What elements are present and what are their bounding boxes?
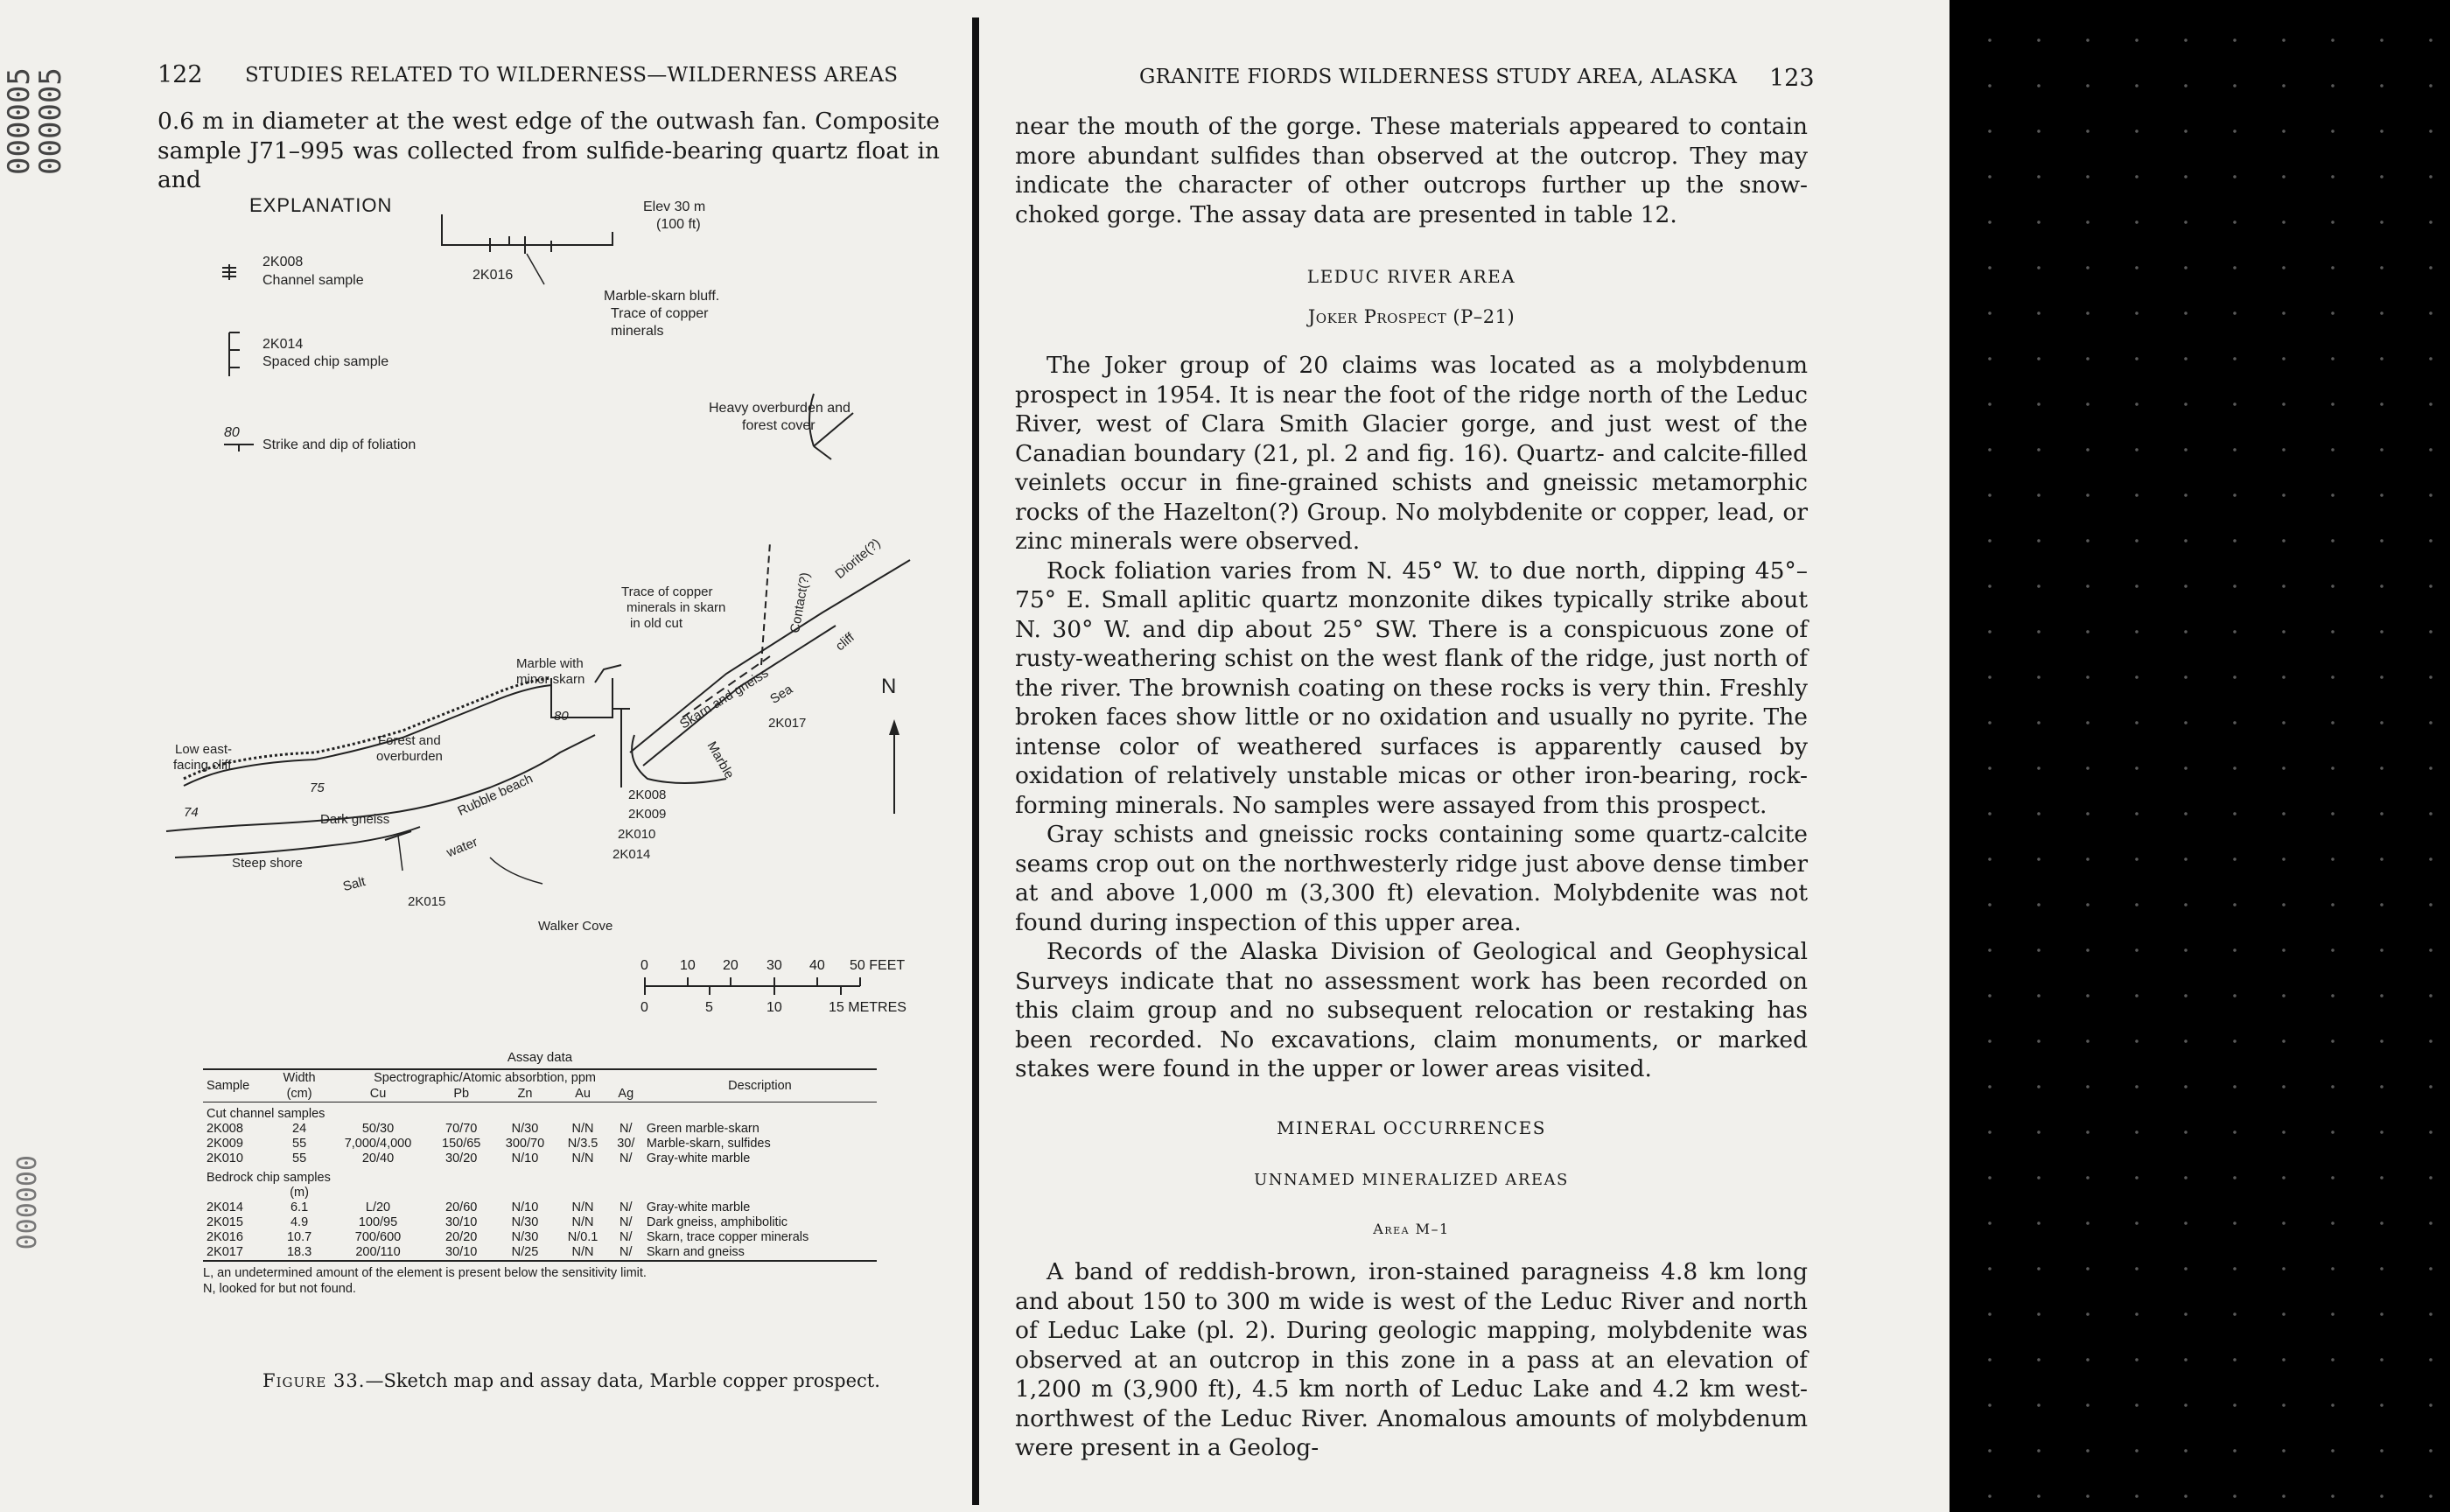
cell-description: Skarn, trace copper minerals [646, 1230, 809, 1244]
scale-m-15: 15 METRES [829, 1000, 906, 1015]
assay-notes [203, 1265, 877, 1297]
map-label-low-east-2: facing cliff [173, 758, 232, 773]
legend-channel-code: 2K008 [262, 255, 304, 270]
assay-width-unit-chip: (m) [290, 1186, 309, 1200]
map-label-dip-80: 80 [554, 709, 569, 724]
assay-note-l: L, an undetermined amount of the element is present below the sensitivity limit. [203, 1266, 647, 1280]
section-head-mineral: MINERAL OCCURRENCES [1277, 1116, 1546, 1138]
scale-m-5: 5 [705, 1000, 713, 1015]
joker-paragraph-4: Records of the Alaska Division of Geological and Geophysical Surveys indicate that no assessment work has been recorded on this claim group and no subsequent relocation or restaking has been recorded. No excavations, claim monuments, or marked stakes were found in the upper or lower areas visited. [1015, 938, 1808, 1082]
cell-cu: 50/30 [361, 1122, 395, 1136]
scale-ft-20: 20 [723, 958, 738, 973]
scale-ft-30: 30 [766, 958, 782, 973]
table-row [203, 1152, 877, 1166]
cell-au: N/3.5 [567, 1137, 598, 1151]
cell-au: N/N [571, 1200, 594, 1214]
cell-sample: 2K016 [206, 1230, 243, 1244]
assay-note-n: N, looked for but not found. [203, 1282, 356, 1296]
cell-ag: N/ [620, 1245, 633, 1259]
cell-sample: 2K008 [206, 1122, 243, 1136]
assay-data [203, 1050, 877, 1297]
dark-background-area [1950, 0, 2450, 1512]
cell-zn: 300/70 [505, 1137, 545, 1151]
cell-ag: N/ [620, 1215, 633, 1229]
cell-au: N/N [571, 1152, 594, 1166]
margin-mark-top: 000005 000005 [2, 67, 68, 175]
cell-description: Dark gneiss, amphibolitic [646, 1215, 788, 1229]
cell-pb: 30/10 [445, 1245, 478, 1259]
legend-chip-label: Spaced chip sample [262, 354, 389, 369]
left-top-paragraph: 0.6 m in diameter at the west edge of the outwash fan. Composite sample J71–995 was collected from sulfide-bearing quartz float in and [158, 108, 940, 193]
scale-ft-50: 50 FEET [850, 958, 906, 973]
assay-table [203, 1068, 877, 1262]
cell-width: 4.9 [290, 1215, 309, 1229]
map-label-2k008: 2K008 [628, 788, 667, 802]
map-label-trace-copper-1: Trace of copper [621, 584, 713, 599]
cell-pb: 20/60 [445, 1200, 478, 1214]
scale-ft-0: 0 [640, 958, 648, 973]
table-row [203, 1230, 877, 1245]
map-label-cliff: cliff [832, 629, 858, 654]
margin-marks [2, 18, 74, 1250]
sketch-map [158, 525, 936, 936]
cell-ag: 30/ [617, 1137, 635, 1151]
cell-cu: 20/40 [361, 1152, 395, 1166]
map-label-marble-minor-2: minor skarn [516, 672, 585, 687]
cell-ag: N/ [620, 1200, 633, 1214]
cell-cu: 100/95 [358, 1215, 398, 1229]
cell-sample: 2K014 [206, 1200, 243, 1214]
cell-width: 18.3 [286, 1245, 312, 1259]
table-row [203, 1200, 877, 1215]
figure-caption [262, 1370, 880, 1391]
assay-header-ag: Ag [618, 1087, 634, 1101]
map-label-dip-74: 74 [184, 805, 199, 820]
legend-foliation-value: 80 [224, 425, 240, 440]
joker-paragraph-3: Gray schists and gneissic rocks containing some quartz-calcite seams crop out on the northwesterly ridge just above dense timber at and above 1,000 m (3,300 ft) elevation. Molybdenite was not found during inspection of this upper area. [1015, 821, 1808, 936]
section-head-area: Area M–1 [1373, 1220, 1450, 1237]
legend-section-code: 2K016 [472, 268, 514, 283]
cell-description: Marble-skarn, sulfides [646, 1137, 771, 1151]
map-label-diorite: Diorite(?) [832, 536, 884, 582]
cell-width: 55 [292, 1152, 307, 1166]
figure-caption-label: Figure 33. [262, 1370, 366, 1391]
legend-bluff-1: Marble-skarn bluff. [604, 289, 720, 304]
legend-channel-label: Channel sample [262, 273, 364, 288]
assay-header-description: Description [728, 1079, 792, 1093]
cell-ag: N/ [620, 1152, 633, 1166]
subsection-head-joker: Joker Prospect (P–21) [1307, 305, 1516, 327]
margin-mark-middle: 000000 [12, 1155, 43, 1250]
legend-elev: Elev 30 m [643, 200, 706, 214]
map-label-dark-gneiss: Dark gneiss [320, 812, 390, 827]
scale-ft-10: 10 [680, 958, 696, 973]
legend-chip-code: 2K014 [262, 337, 304, 352]
cell-sample: 2K017 [206, 1245, 243, 1259]
legend-foliation-label: Strike and dip of foliation [262, 438, 416, 452]
assay-header-au: Au [575, 1087, 591, 1101]
cell-au: N/0.1 [567, 1230, 598, 1244]
assay-header-width: Width [283, 1071, 316, 1085]
cell-pb: 70/70 [445, 1122, 478, 1136]
right-running-head: GRANITE FIORDS WILDERNESS STUDY AREA, ALASKA [1139, 66, 1738, 88]
joker-paragraph-1: The Joker group of 20 claims was located as a molybdenum prospect in 1954. It is near the foot of the ridge north of the Leduc River, west of Clara Smith Glacier gorge, and just west of the Canadian boundary (21, pl. 2 and fig. 16). Quartz- and calcite-filled veinlets occur in fine-grained schists and gneissic metamorphic rocks of the Hazelton(?) Group. No molybdenite or copper, lead, or zinc minerals were observed. [1015, 352, 1808, 555]
cell-width: 55 [292, 1137, 307, 1151]
assay-group-bedrock: Bedrock chip samples [206, 1171, 331, 1185]
cell-au: N/N [571, 1245, 594, 1259]
section-head-unnamed: UNNAMED MINERALIZED AREAS [1254, 1171, 1569, 1189]
legend-bluff-2: Trace of copper [611, 306, 709, 321]
cell-au: N/N [571, 1215, 594, 1229]
cell-zn: N/25 [511, 1245, 539, 1259]
cell-zn: N/30 [511, 1230, 539, 1244]
scale-m-0: 0 [640, 1000, 648, 1015]
cell-pb: 30/20 [445, 1152, 478, 1166]
right-page-body [1015, 112, 1808, 1463]
table-row [203, 1245, 877, 1261]
assay-header-width-unit: (cm) [286, 1087, 312, 1101]
cell-pb: 20/20 [445, 1230, 478, 1244]
scale-bar [640, 951, 941, 1030]
section-head-leduc: LEDUC RIVER AREA [1306, 266, 1516, 287]
legend-title: EXPLANATION [249, 194, 393, 216]
legend-overburden-2: forest cover [742, 418, 816, 433]
cell-ag: N/ [620, 1122, 633, 1136]
cell-cu: 7,000/4,000 [344, 1137, 412, 1151]
cell-zn: N/30 [511, 1215, 539, 1229]
cell-sample: 2K010 [206, 1152, 243, 1166]
map-label-north: N [881, 675, 897, 698]
cell-description: Gray-white marble [646, 1200, 751, 1214]
map-label-2k010: 2K010 [618, 827, 656, 842]
left-top-text [158, 107, 940, 195]
map-label-rubble-beach: Rubble beach [455, 771, 536, 819]
assay-title: Assay data [507, 1050, 573, 1065]
legend-overburden-1: Heavy overburden and [709, 401, 850, 416]
map-label-walker-cove: Walker Cove [538, 919, 613, 934]
assay-group-channel: Cut channel samples [206, 1107, 326, 1121]
map-label-sea: Sea [767, 682, 795, 707]
table-row [203, 1137, 877, 1152]
map-label-2k009: 2K009 [628, 807, 667, 822]
scale-m-10: 10 [766, 1000, 782, 1015]
cell-pb: 30/10 [445, 1215, 478, 1229]
table-row [203, 1215, 877, 1230]
cell-zn: N/30 [511, 1122, 539, 1136]
map-label-steep-shore: Steep shore [232, 856, 303, 871]
map-label-forest-1: Forest and [378, 733, 441, 748]
cell-sample: 2K015 [206, 1215, 243, 1229]
cell-sample: 2K009 [206, 1137, 243, 1151]
map-label-trace-copper-3: in old cut [630, 616, 683, 631]
cell-description: Green marble-skarn [646, 1122, 760, 1136]
cell-description: Skarn and gneiss [646, 1245, 745, 1259]
right-page-number: 123 [1769, 65, 1815, 92]
page-gutter [972, 18, 979, 1505]
figure-caption-text: —Sketch map and assay data, Marble copper prospect. [365, 1370, 880, 1391]
map-label-contact: Contact(?) [788, 570, 813, 634]
area-m1-paragraph: A band of reddish-brown, iron-stained paragneiss 4.8 km long and about 150 to 300 m wide is west of the Leduc River and north of Leduc Lake (pl. 2). During geologic mapping, molybdenite was observed at an outcrop in this zone in a pass at an elevation of 1,200 m (3,900 ft), 4.5 km north of Leduc Lake and 4.2 km west-northwest of the Leduc River. Anomalous amounts of molybdenum were present in a Geolog- [1015, 1258, 1808, 1461]
cell-cu: 200/110 [355, 1245, 401, 1259]
map-label-2k015: 2K015 [408, 894, 446, 909]
map-label-trace-copper-2: minerals in skarn [626, 600, 726, 615]
map-label-skarn-gneiss: Skarn and gneiss [677, 665, 772, 732]
legend-elev-ft: (100 ft) [656, 217, 701, 232]
map-label-2k017: 2K017 [768, 716, 807, 731]
assay-header-cu: Cu [369, 1087, 387, 1101]
left-running-head: STUDIES RELATED TO WILDERNESS—WILDERNESS AREAS [245, 64, 899, 87]
joker-paragraph-2: Rock foliation varies from N. 45° W. to due north, dipping 45°–75° E. Small aplitic quartz monzonite dikes typically strike about N. 30° W. and dip about 25° SW. There is a conspicuous zone of rusty-weathering schist on the west flank of the ridge, just north of the river. The brownish coating on these rocks is very thin. Freshly broken faces show little or no oxidation and usually no pyrite. The intense color of weathered surfaces is apparently caused by oxidation of relatively unstable micas or other iron-bearing, rock-forming minerals. No samples were assayed from this prospect. [1015, 556, 1808, 819]
scale-ft-40: 40 [809, 958, 825, 973]
map-label-low-east-1: Low east- [175, 742, 233, 757]
map-label-dip-75: 75 [310, 780, 325, 795]
cell-pb: 150/65 [442, 1137, 481, 1151]
assay-header-pb: Pb [453, 1087, 470, 1101]
map-label-water: water [444, 834, 480, 861]
map-label-forest-2: overburden [376, 749, 443, 764]
cell-width: 10.7 [286, 1230, 312, 1244]
left-page-number: 122 [158, 61, 203, 88]
cell-width: 24 [292, 1122, 307, 1136]
cell-zn: N/10 [511, 1152, 539, 1166]
cell-zn: N/10 [511, 1200, 539, 1214]
assay-header-zn: Zn [517, 1087, 533, 1101]
map-label-marble-minor-1: Marble with [516, 656, 584, 671]
cell-cu: L/20 [365, 1200, 391, 1214]
map-label-marble: Marble [704, 738, 738, 781]
legend-bluff-3: minerals [611, 324, 664, 339]
cell-ag: N/ [620, 1230, 633, 1244]
cell-cu: 700/600 [354, 1230, 402, 1244]
assay-header-sample: Sample [206, 1079, 250, 1093]
table-row [203, 1122, 877, 1137]
cell-au: N/N [571, 1122, 594, 1136]
map-label-2k014: 2K014 [612, 847, 651, 862]
cell-description: Gray-white marble [646, 1152, 751, 1166]
map-label-salt: Salt [341, 873, 368, 895]
right-paragraph-gorge: near the mouth of the gorge. These materials appeared to contain more abundant sulfides than observed at the outcrop. They may indicate the character of other outcrops further up the snow-choked gorge. The assay data are presented in table 12. [1015, 113, 1808, 228]
assay-header-spectro: Spectrographic/Atomic absorbtion, ppm [374, 1071, 596, 1085]
cell-width: 6.1 [290, 1200, 309, 1214]
